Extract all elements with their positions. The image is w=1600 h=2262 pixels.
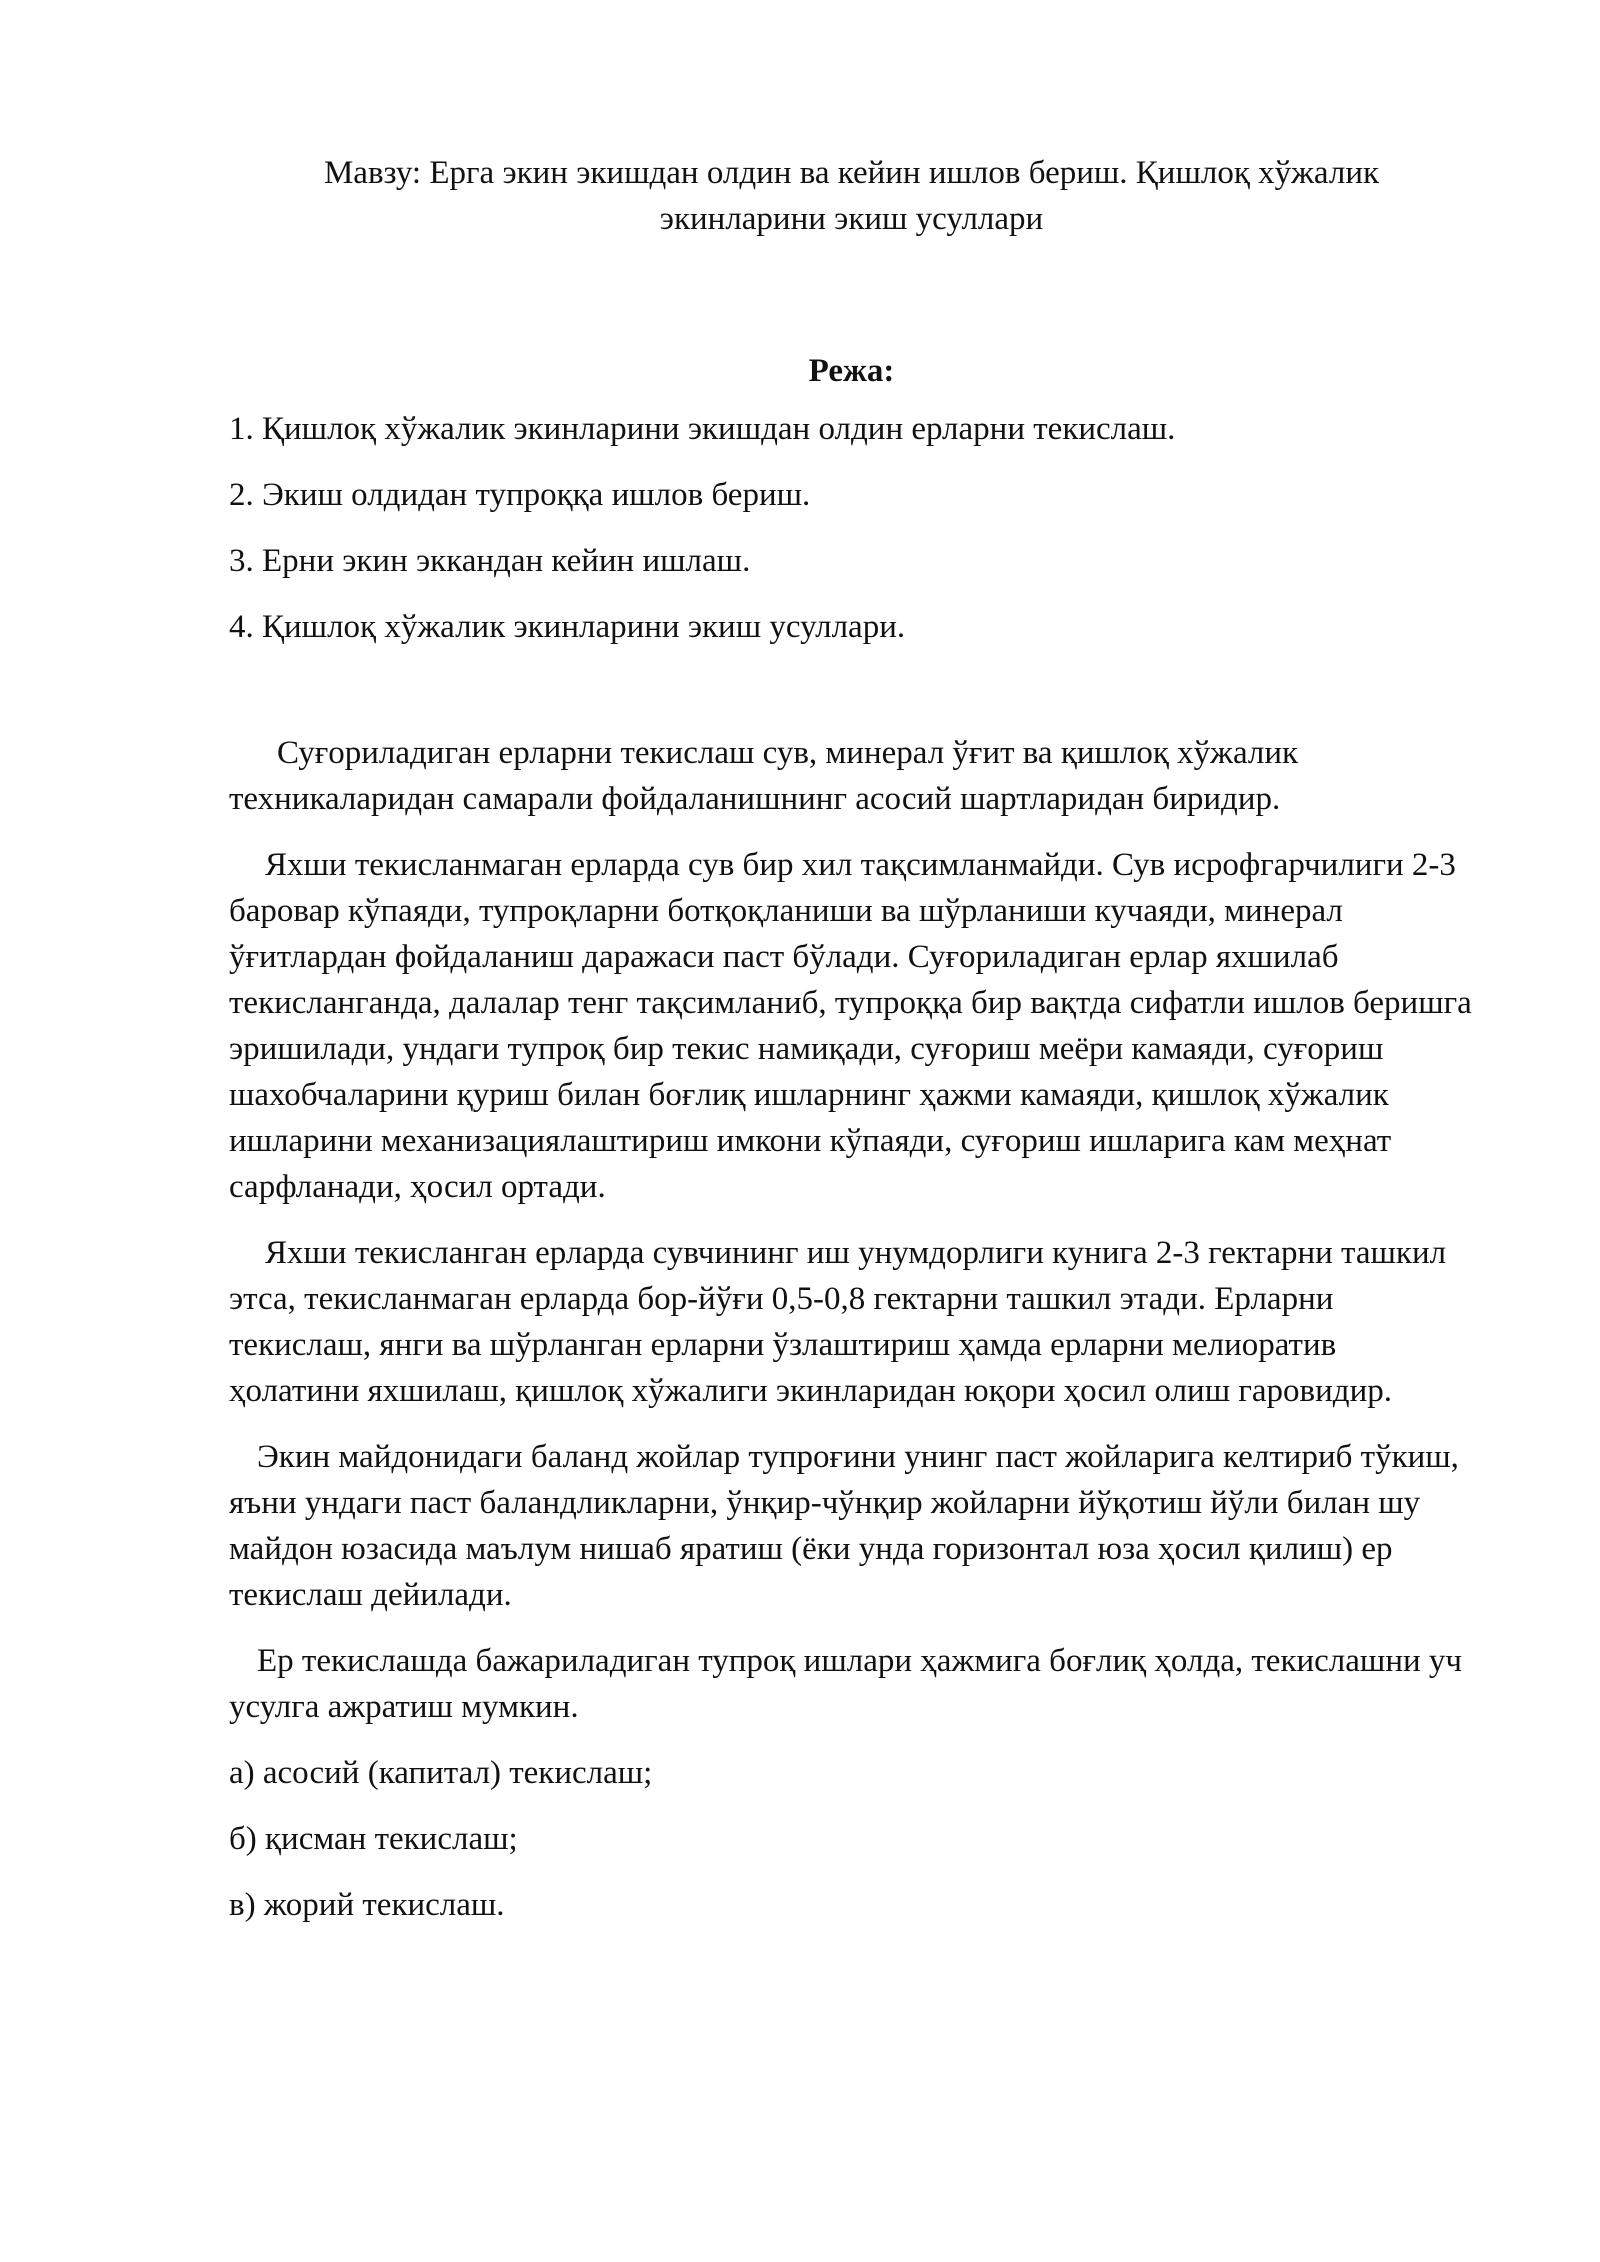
- plan-heading: Режа:: [808, 353, 895, 389]
- paragraph: Яхши текисланган ерларда сувчининг иш унумдорлиги кунига 2-3 гектарни ташкил этса, текисланмаган ерларда бор-йўғи 0,5-0,8 гектарни ташкил этади. Ерларни текислаш, янги ва шўрланган ерларни ўзлаштириш ҳамда ерларни мелиоратив ҳолатини яхшилаш, қишлоқ хўжалиги экинларидан юқори ҳосил олиш гаровидир.: [229, 1235, 1447, 1409]
- plan-item: 2. Экиш олдидан тупроққа ишлов бериш.: [229, 477, 811, 513]
- plan-list: [229, 406, 1474, 650]
- body-text: [229, 730, 1474, 1928]
- plan-item: 4. Қишлоқ хўжалик экинларини экиш усуллари.: [229, 609, 906, 645]
- page-title: [229, 150, 1474, 242]
- title-line-1: Мавзу: Ерга экин экишдан олдин ва кейин ишлов бериш. Қишлоқ хўжалик: [323, 155, 1380, 191]
- leveling-method-item: а) асосий (капитал) текислаш;: [229, 1755, 653, 1791]
- paragraph: Ер текислашда бажариладиган тупроқ ишлари ҳажмига боғлиқ ҳолда, текислашни уч усулга ажратиш мумкин.: [229, 1643, 1462, 1725]
- title-line-2: экинларини экиш усуллари: [659, 201, 1044, 237]
- document-page: [229, 150, 1474, 1948]
- leveling-methods-list: [229, 1750, 1474, 1928]
- paragraph: Суғориладиган ерларни текислаш сув, минерал ўғит ва қишлоқ хўжалик техникаларидан самарали фойдаланишнинг асосий шартларидан биридир.: [229, 735, 1299, 817]
- plan-item: 1. Қишлоқ хўжалик экинларини экишдан олдин ерларни текислаш.: [229, 411, 1176, 447]
- leveling-method-item: б) қисман текислаш;: [229, 1821, 518, 1857]
- leveling-method-item: в) жорий текислаш.: [229, 1887, 505, 1923]
- paragraph: Экин майдонидаги баланд жойлар тупроғини унинг паст жойларига келтириб тўкиш, яъни ундаги паст баландликларни, ўнқир-чўнқир жойларни йўқотиш йўли билан шу майдон юзасида маълум нишаб яратиш (ёки унда горизонтал юза ҳосил қилиш) ер текислаш дейилади.: [229, 1439, 1459, 1613]
- plan-item: 3. Ерни экин эккандан кейин ишлаш.: [229, 543, 751, 579]
- paragraph: Яхши текисланмаган ерларда сув бир хил тақсимланмайди. Сув исрофгарчилиги 2-3 баровар кўпаяди, тупроқларни ботқоқланиши ва шўрланиши кучаяди, минерал ўғитлардан фойдаланиш даражаси паст бўлади. Суғориладиган ерлар яхшилаб текисланганда, далалар тенг тақсимланиб, тупроққа бир вақтда сифатли ишлов беришга эришилади, ундаги тупроқ бир текис намиқади, суғориш меёри камаяди, суғориш шахобчаларини қуриш билан боғлиқ ишларнинг ҳажми камаяди, қишлоқ хўжалик ишларини механизациялаштириш имкони кўпаяди, суғориш ишларига кам меҳнат сарфланади, ҳосил ортади.: [229, 847, 1472, 1205]
